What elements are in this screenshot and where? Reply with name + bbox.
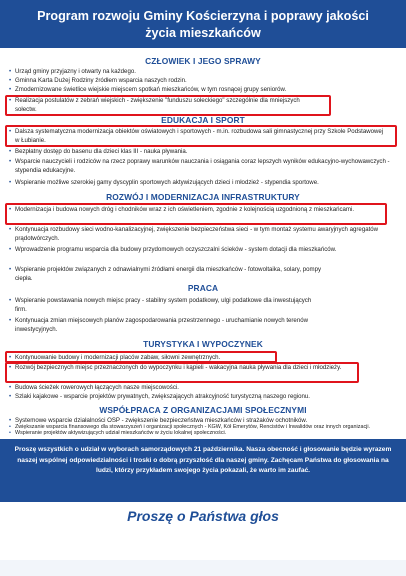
section-title-praca: PRACA xyxy=(187,283,219,293)
appeal-text: Proszę wszystkich o udział w wyborach samorządowych 21 października. Nasza obecność i głosowanie będzie wyrazem naszej wspólnej odpowiedzialności i troski o dobrą przyszłość dla naszej gminy. Zachęcam Państwa do głosowania na ludzi, którzy przykładem swojego życia pokazali, że warto im zaufać. xyxy=(14,446,392,475)
section-title-czlowiek: CZŁOWIEK I JEGO SPRAWY xyxy=(145,56,261,66)
bullet-icon: • xyxy=(9,424,11,430)
bullet-icon: • xyxy=(9,354,12,361)
section-title-turystyka: TURYSTYKA I WYPOCZYNEK xyxy=(143,339,263,349)
closing-slogan: Proszę o Państwa głos xyxy=(127,508,279,524)
list-item: • Kontynuowanie budowy i modernizacji placów zabaw, siłowni zewnętrznych. xyxy=(9,354,221,361)
list-item: • Wspieranie projektów związanych z odnawialnymi źródłami energii dla mieszkańców - fotowoltaika, solary, pompy ciepła. xyxy=(9,266,322,282)
bullet-icon: • xyxy=(9,206,12,213)
title-line-1: Program rozwoju Gminy Kościerzyna i poprawy jakości xyxy=(37,9,369,23)
list-item: • Budowa ścieżek rowerowych łączących nasze miejscowości. xyxy=(9,384,179,391)
bullet-icon: • xyxy=(9,128,12,135)
bullet-icon: • xyxy=(9,86,12,93)
bullet-icon: • xyxy=(9,317,12,324)
bullet-icon: • xyxy=(9,393,12,400)
list-item: • Wspieranie możliwe szerokiej gamy dyscyplin sportowych aktywizujących dzieci i młodzież - stypendia sportowe. xyxy=(9,179,319,186)
title-line-2: życia mieszkańców xyxy=(145,26,261,40)
bullet-icon: • xyxy=(9,77,12,84)
list-item: • Zwiększanie wsparcia finansowego dla stowarzyszeń i organizacji społecznych - KGW, Kół Emerytów, Rencistów i Inwalidów oraz innych organizacji. xyxy=(9,424,371,430)
list-item: • Dalsza systematyczna modernizacja obiektów oświatowych i sportowych - m.in. rozbudowa sali gimnastycznej przy Szkole Podstawowej w Łubianie. xyxy=(9,128,384,144)
appeal-box xyxy=(0,439,406,502)
highlight-box xyxy=(5,362,359,383)
list-item: • Wspieranie projektów aktywizujących udział mieszkańców w życiu lokalnej społeczności. xyxy=(9,430,227,437)
list-item: • Kontynuacja zmian miejscowych planów zagospodarowania przestrzennego - uruchamianie nowych terenów inwestycyjnych. xyxy=(9,317,308,333)
list-item: • Systemowe wsparcie działalności OSP - zwiększenie bezpieczeństwa mieszkańców i strażaków ochotników. xyxy=(9,417,308,424)
bullet-icon: • xyxy=(9,417,12,424)
bullet-icon: • xyxy=(9,246,12,253)
list-item: • Kontynuacja rozbudowy sieci wodno-kanalizacyjnej, zwiększenie bezpieczeństwa sieci - w tym montaż systemu awaryjnych agregatów prądotwórczych. xyxy=(9,226,379,242)
bullet-icon: • xyxy=(9,430,11,437)
section-title-wspolpraca: WSPÓŁPRACA Z ORGANIZACJAMI SPOŁECZNYMI xyxy=(99,405,307,415)
bottom-band xyxy=(0,560,406,576)
list-item: • Szlaki kajakowe - wsparcie projektów prywatnych, zwiększających atrakcyjność turystyczną naszego regionu. xyxy=(9,393,310,400)
bullet-icon: • xyxy=(9,266,12,273)
section-title-infrastruktura: ROZWÓJ I MODERNIZACJA INFRASTRUKTURY xyxy=(106,192,300,202)
list-item: • Wspieranie powstawania nowych miejsc pracy - stabilny system podatkowy, ulgi podatkowe dla inwestujących firm. xyxy=(9,297,312,313)
list-item: • Bezpłatny dostęp do basenu dla dzieci klas III - nauka pływania. xyxy=(9,148,188,155)
bullet-icon: • xyxy=(9,384,12,391)
list-item: • Gminna Karta Dużej Rodziny źródłem wsparcia naszych rodzin. xyxy=(9,77,187,84)
list-item: • Realizacja postulatów z zebrań wiejskich - zwiększenie "funduszu sołeckiego" szczególnie dla mniejszych sołectw. xyxy=(9,97,300,113)
bullet-icon: • xyxy=(9,158,12,165)
bullet-icon: • xyxy=(9,364,12,371)
page-header xyxy=(0,0,406,48)
bullet-icon: • xyxy=(9,97,12,104)
bullet-icon: • xyxy=(9,68,12,75)
bullet-icon: • xyxy=(9,226,12,233)
bullet-icon: • xyxy=(9,297,12,304)
highlight-box xyxy=(5,203,387,225)
list-item: • Modernizacja i budowa nowych dróg i chodników wraz z ich oświetleniem, zgodnie z kolejnością uzgodnioną z mieszkańcami. xyxy=(9,206,355,213)
bullet-icon: • xyxy=(9,179,12,186)
list-item: • Zmodernizowane świetlice wiejskie miejscem spotkań mieszkańców, w tym rosnącej grupy seniorów. xyxy=(9,86,287,93)
list-item: • Rozwój bezpiecznych miejsc przeznaczonych do wypoczynku i kąpieli - wakacyjna nauka pływania dla dzieci i młodzieży. xyxy=(9,364,342,371)
list-item: • Wsparcie nauczycieli i rodziców na rzecz poprawy warunków nauczania i osiągania coraz lepszych wyników edukacyjno-wychowawczych - stypendia edukacyjne. xyxy=(9,158,390,174)
list-item: • Urząd gminy przyjazny i otwarty na każdego. xyxy=(9,68,136,75)
cooperation-items-rest xyxy=(9,424,393,436)
list-item: • Wprowadzenie programu wsparcia dla budowy przydomowych oczyszczalni ścieków - system dotacji dla mieszkańców. xyxy=(9,246,337,253)
section-title-edukacja: EDUKACJA I SPORT xyxy=(161,115,245,125)
bullet-icon: • xyxy=(9,148,12,155)
highlight-box xyxy=(5,95,331,116)
highlight-box xyxy=(5,125,397,147)
